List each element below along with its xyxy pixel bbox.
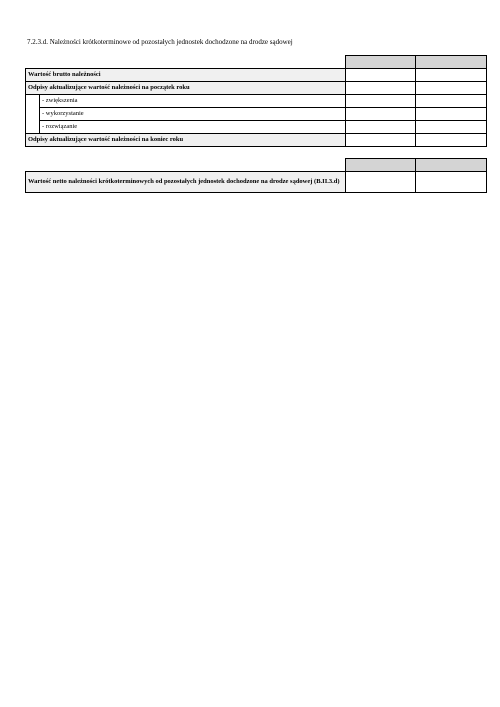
value-cell[interactable] <box>346 134 416 147</box>
header-cell-current-year <box>346 159 416 172</box>
net-receivables-table <box>25 158 487 193</box>
value-cell[interactable] <box>416 82 487 95</box>
value-cell[interactable] <box>346 95 416 108</box>
row-label-net-value: Wartość netto należności krótkoterminowych od pozostałych jednostek dochodzone na drodze sądowej (B.II.3.d) <box>26 172 346 193</box>
value-cell[interactable] <box>416 108 487 121</box>
table-row <box>26 95 487 108</box>
table-row <box>26 69 487 82</box>
value-cell[interactable] <box>346 172 416 193</box>
table-row <box>26 82 487 95</box>
indent-cell <box>26 95 40 108</box>
table-row <box>26 108 487 121</box>
table-row <box>26 121 487 134</box>
value-cell[interactable] <box>416 172 487 193</box>
row-label-used: - wykorzystanie <box>40 108 346 121</box>
header-cell-previous-year <box>416 56 487 69</box>
row-label-increase: - zwiększenia <box>40 95 346 108</box>
value-cell[interactable] <box>416 121 487 134</box>
header-cell-previous-year <box>416 159 487 172</box>
receivables-writeoff-table <box>25 55 487 147</box>
row-label-closing: Odpisy aktualizujące wartość należności na koniec roku <box>26 134 346 147</box>
indent-cell <box>26 121 40 134</box>
value-cell[interactable] <box>346 108 416 121</box>
value-cell[interactable] <box>346 82 416 95</box>
table-row <box>26 172 487 193</box>
row-label-opening: Odpisy aktualizujące wartość należności na początek roku <box>26 82 346 95</box>
value-cell[interactable] <box>346 69 416 82</box>
value-cell[interactable] <box>416 95 487 108</box>
table-row <box>26 134 487 147</box>
section-heading: 7.2.3.d. Należności krótkoterminowe od pozostałych jednostek dochodzone na drodze sądowej <box>27 38 293 46</box>
header-cell-current-year <box>346 56 416 69</box>
indent-cell <box>26 108 40 121</box>
header-row <box>26 159 487 172</box>
value-cell[interactable] <box>416 134 487 147</box>
value-cell[interactable] <box>416 69 487 82</box>
header-row <box>26 56 487 69</box>
value-cell[interactable] <box>346 121 416 134</box>
row-label-released: - rozwiązanie <box>40 121 346 134</box>
row-label-gross: Wartość brutto należności <box>26 69 346 82</box>
